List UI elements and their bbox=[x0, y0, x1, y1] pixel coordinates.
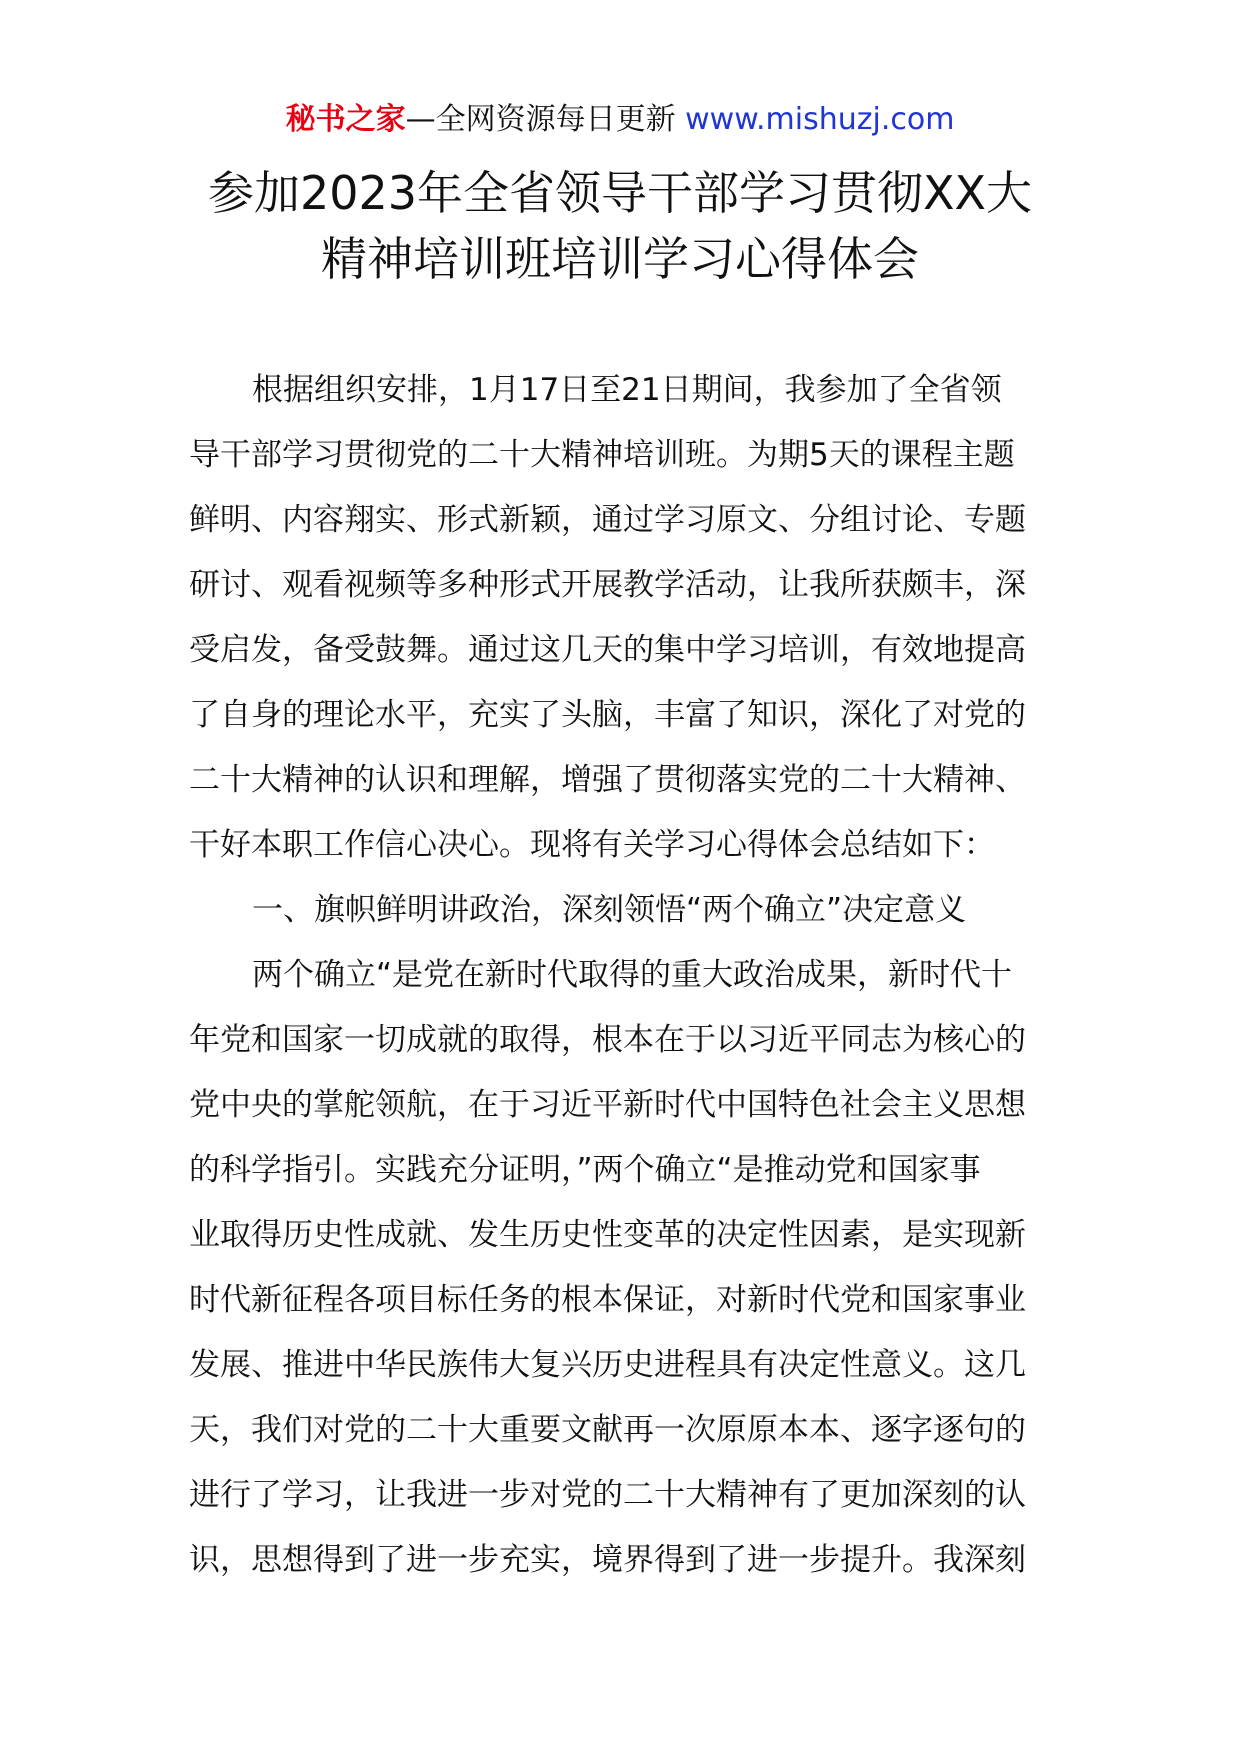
site-url-link[interactable]: www.mishuzj.com bbox=[685, 102, 955, 137]
paragraph-line: 导干部学习贯彻党的二十大精神培训班。为期5天的课程主题 bbox=[189, 437, 1015, 473]
document-title bbox=[150, 160, 1090, 292]
paragraph-line: 干好本职工作信心决心。现将有关学习心得体会总结如下： bbox=[189, 827, 995, 863]
paragraph-line: 业取得历史性成就、发生历史性变革的决定性因素，是实现新 bbox=[189, 1217, 1026, 1253]
site-brand: 秘书之家 bbox=[285, 102, 406, 137]
site-header bbox=[0, 100, 1240, 140]
document-body bbox=[189, 358, 1059, 1593]
paragraph-line: 受启发，备受鼓舞。通过这几天的集中学习培训，有效地提高 bbox=[189, 632, 1026, 668]
paragraph-line: 发展、推进中华民族伟大复兴历史进程具有决定性意义。这几 bbox=[189, 1347, 1026, 1383]
paragraph-line: 研讨、观看视频等多种形式开展教学活动，让我所获颇丰，深 bbox=[189, 567, 1026, 603]
site-tagline: —全网资源每日更新 bbox=[405, 102, 676, 137]
paragraph-line: 根据组织安排，1月17日至21日期间，我参加了全省领 bbox=[252, 372, 1002, 408]
paragraph-line: 识，思想得到了进一步充实，境界得到了进一步提升。我深刻 bbox=[189, 1542, 1026, 1578]
paragraph-line: 二十大精神的认识和理解，增强了贯彻落实党的二十大精神、 bbox=[189, 762, 1026, 798]
paragraph-line: 年党和国家一切成就的取得，根本在于以习近平同志为核心的 bbox=[189, 1022, 1026, 1058]
paragraph-line: 了自身的理论水平，充实了头脑，丰富了知识，深化了对党的 bbox=[189, 697, 1026, 733]
paragraph-line: 时代新征程各项目标任务的根本保证，对新时代党和国家事业 bbox=[189, 1282, 1026, 1318]
paragraph-line: 两个确立“是党在新时代取得的重大政治成果，新时代十 bbox=[252, 957, 1013, 993]
section-heading: 一、旗帜鲜明讲政治，深刻领悟“两个确立”决定意义 bbox=[252, 892, 967, 928]
paragraph-line: 鲜明、内容翔实、形式新颖，通过学习原文、分组讨论、专题 bbox=[189, 502, 1026, 538]
paragraph-line: 进行了学习，让我进一步对党的二十大精神有了更加深刻的认 bbox=[189, 1477, 1026, 1513]
paragraph-line: 天，我们对党的二十大重要文献再一次原原本本、逐字逐句的 bbox=[189, 1412, 1026, 1448]
title-line-2: 精神培训班培训学习心得体会 bbox=[321, 232, 919, 286]
paragraph-line: 党中央的掌舵领航，在于习近平新时代中国特色社会主义思想 bbox=[189, 1087, 1026, 1123]
paragraph-line: 的科学指引。实践充分证明，”两个确立“是推动党和国家事 bbox=[189, 1152, 981, 1188]
title-line-1: 参加2023年全省领导干部学习贯彻XX大 bbox=[207, 166, 1033, 220]
